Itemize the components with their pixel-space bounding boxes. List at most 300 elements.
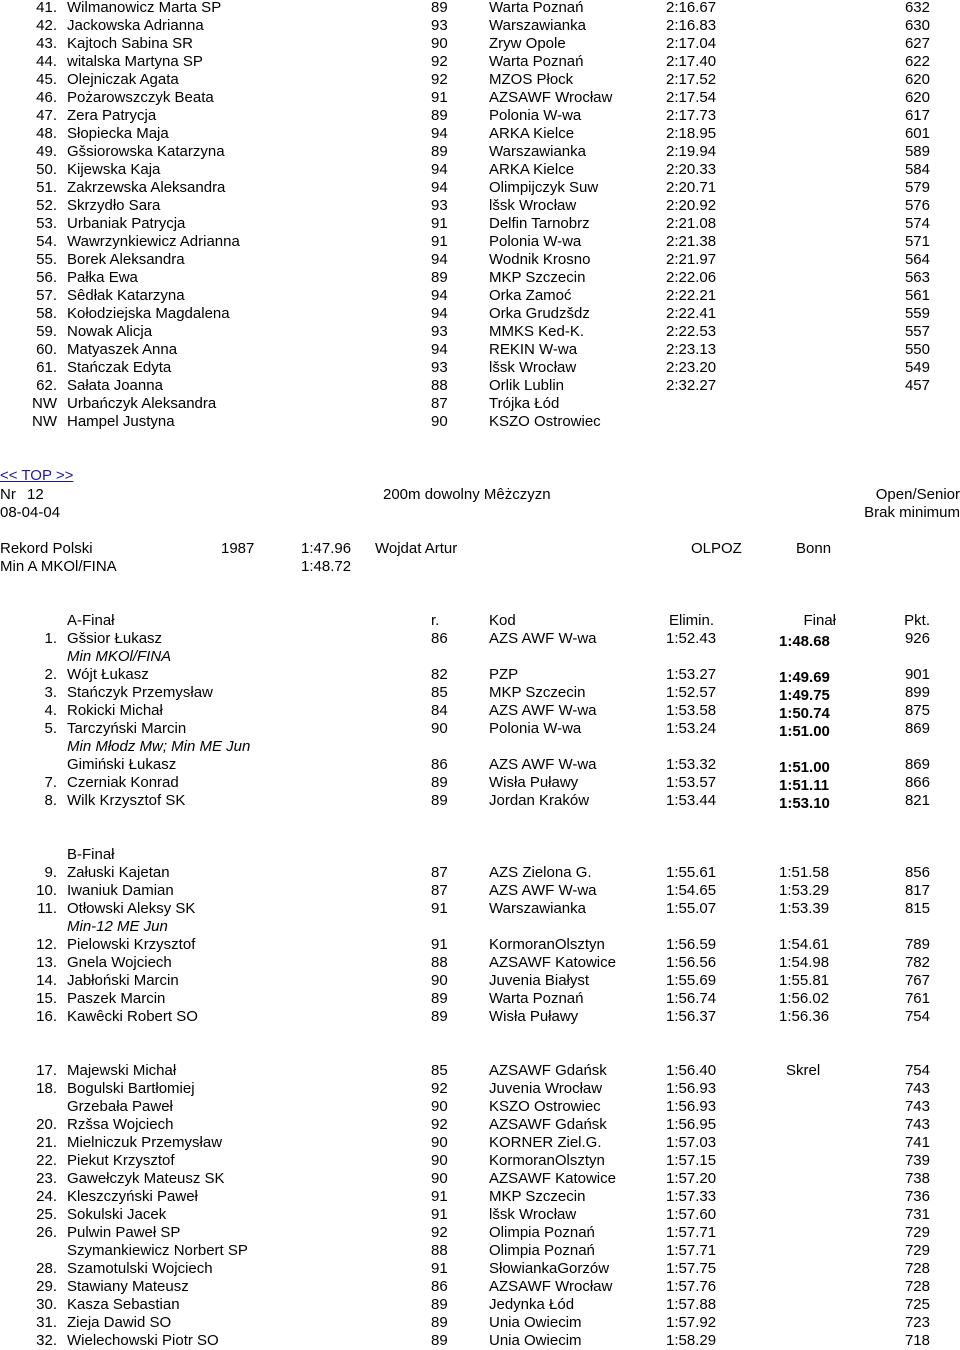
table-row: [0, 936, 960, 954]
table-row: [0, 954, 960, 972]
birth-year: 92: [431, 1116, 448, 1133]
points: 767: [904, 972, 930, 989]
elim-time: 1:56.93: [666, 1080, 717, 1097]
club-name: KSZO Ostrowiec: [489, 413, 601, 430]
table-row: [0, 53, 960, 71]
table-row: [0, 1152, 960, 1170]
points: 817: [904, 882, 930, 899]
swimmer-name: Kawêcki Robert SO: [67, 1008, 198, 1025]
birth-year: 89: [431, 1314, 448, 1331]
place-cell: 45.: [36, 71, 57, 88]
swimmer-name: Pałka Ewa: [67, 269, 138, 286]
points: 584: [904, 161, 930, 178]
place-cell: 15.: [36, 990, 57, 1007]
points: 728: [904, 1278, 930, 1295]
club-name: Delfin Tarnobrz: [489, 215, 590, 232]
elim-time: 1:57.20: [666, 1170, 717, 1187]
result-time: 2:21.97: [666, 251, 717, 268]
place-cell: 32.: [36, 1332, 57, 1349]
club-name: lšsk Wrocław: [489, 197, 577, 214]
place-cell: 54.: [36, 233, 57, 250]
birth-year: 89: [431, 774, 448, 791]
swimmer-name: Stańczak Edyta: [67, 359, 172, 376]
place-cell: 52.: [36, 197, 57, 214]
swimmer-name: Majewski Michał: [67, 1062, 177, 1079]
event-category: Open/Senior: [875, 486, 960, 503]
birth-year: 89: [431, 990, 448, 1007]
place-cell: 18.: [36, 1080, 57, 1097]
table-row: [0, 1188, 960, 1206]
place-cell: 8.: [44, 792, 57, 809]
club-name: MKP Szczecin: [489, 1188, 586, 1205]
place-cell: 16.: [36, 1008, 57, 1025]
place-cell: 26.: [36, 1224, 57, 1241]
club-name: Olimpia Poznań: [489, 1242, 595, 1259]
swimmer-name: Zieja Dawid SO: [67, 1314, 172, 1331]
place-cell: 50.: [36, 161, 57, 178]
place-cell: 3.: [44, 684, 57, 701]
table-row: [0, 287, 960, 305]
swimmer-name: Tarczyński Marcin: [67, 720, 187, 737]
event-nr-label: Nr: [0, 486, 16, 503]
points: 821: [904, 792, 930, 809]
points: 723: [904, 1314, 930, 1331]
points: 574: [904, 215, 930, 232]
result-time: 2:20.92: [666, 197, 717, 214]
table-row: [0, 107, 960, 125]
table-row: [0, 1008, 960, 1026]
birth-year: 89: [431, 143, 448, 160]
club-name: Warta Poznań: [489, 990, 584, 1007]
result-time: 2:17.73: [666, 107, 717, 124]
place-cell: 55.: [36, 251, 57, 268]
swimmer-name: Gawełczyk Mateusz SK: [67, 1170, 225, 1187]
birth-year: 87: [431, 864, 448, 881]
place-cell: 17.: [36, 1062, 57, 1079]
elim-time: 1:57.76: [666, 1278, 717, 1295]
place-cell: 28.: [36, 1260, 57, 1277]
result-time: 2:20.71: [666, 179, 717, 196]
elim-time: 1:57.71: [666, 1242, 717, 1259]
place-cell: 48.: [36, 125, 57, 142]
place-cell: 30.: [36, 1296, 57, 1313]
club-name: AZSAWF Gdańsk: [489, 1062, 607, 1079]
elim-time: 1:57.15: [666, 1152, 717, 1169]
place-cell: 61.: [36, 359, 57, 376]
record-place: Bonn: [796, 540, 832, 557]
elim-time: 1:56.95: [666, 1116, 717, 1133]
club-name: ARKA Kielce: [489, 161, 575, 178]
points: 754: [904, 1008, 930, 1025]
swimmer-name: Paszek Marcin: [67, 990, 166, 1007]
table-row: [0, 89, 960, 107]
event-minimum: Brak minimum: [864, 504, 960, 521]
swimmer-name: Urbaniak Patrycja: [67, 215, 186, 232]
club-name: KormoranOlsztyn: [489, 936, 605, 953]
club-name: Orka Grudzšdz: [489, 305, 590, 322]
club-name: Wisła Puławy: [489, 774, 579, 791]
swimmer-name: Załuski Kajetan: [67, 864, 170, 881]
swimmer-name: Mielniczuk Przemysław: [67, 1134, 223, 1151]
birth-year: 87: [431, 882, 448, 899]
swimmer-name: Kasza Sebastian: [67, 1296, 180, 1313]
swimmer-name: Sokulski Jacek: [67, 1206, 167, 1223]
club-name: Wisła Puławy: [489, 1008, 579, 1025]
record-time: 1:47.96: [301, 540, 352, 557]
birth-year: 92: [431, 1080, 448, 1097]
elim-time: 1:57.60: [666, 1206, 717, 1223]
birth-year: 91: [431, 1260, 448, 1277]
points: 576: [904, 197, 930, 214]
club-name: Olimpia Poznań: [489, 1224, 595, 1241]
elim-time: 1:56.37: [666, 1008, 717, 1025]
club-name: AZSAWF Katowice: [489, 954, 616, 971]
swimmer-name: Gšsior Łukasz: [67, 630, 163, 647]
place-cell: 20.: [36, 1116, 57, 1133]
club-name: REKIN W-wa: [489, 341, 578, 358]
points: 901: [904, 666, 930, 683]
birth-year: 93: [431, 359, 448, 376]
swimmer-name: Zera Patrycja: [67, 107, 157, 124]
elim-time: 1:56.93: [666, 1098, 717, 1115]
birth-year: 94: [431, 305, 448, 322]
place-cell: 23.: [36, 1170, 57, 1187]
final-time: 1:49.75: [779, 687, 830, 704]
birth-year: 93: [431, 17, 448, 34]
swimmer-name: Kołodziejska Magdalena: [67, 305, 230, 322]
table-row: [0, 413, 960, 431]
record-label: Rekord Polski: [0, 540, 93, 557]
club-name: MKP Szczecin: [489, 684, 586, 701]
points: 564: [904, 251, 930, 268]
place-cell: NW: [32, 395, 57, 412]
club-name: AZS AWF W-wa: [489, 756, 597, 773]
club-name: Orka Zamoć: [489, 287, 572, 304]
result-time: 2:16.67: [666, 0, 717, 16]
club-name: KormoranOlsztyn: [489, 1152, 605, 1169]
club-name: MKP Szczecin: [489, 269, 586, 286]
points: 869: [904, 756, 930, 773]
final-time: 1:53.29: [779, 882, 830, 899]
birth-year: 92: [431, 1224, 448, 1241]
table-row: [0, 792, 960, 810]
swimmer-name: Szamotulski Wojciech: [67, 1260, 213, 1277]
result-time: 2:22.21: [666, 287, 717, 304]
birth-year: 90: [431, 1170, 448, 1187]
place-cell: 11.: [37, 900, 57, 917]
points: 550: [904, 341, 930, 358]
club-name: Warta Poznań: [489, 53, 584, 70]
swimmer-name: Wilmanowicz Marta SP: [67, 0, 222, 16]
swimmer-name: Rzšsa Wojciech: [67, 1116, 174, 1133]
final-time: 1:53.39: [779, 900, 830, 917]
points: 856: [904, 864, 930, 881]
result-time: 2:17.04: [666, 35, 717, 52]
a-final-title: A-Finał: [67, 612, 115, 629]
club-name: AZSAWF Wrocław: [489, 89, 613, 106]
birth-year: 90: [431, 720, 448, 737]
points: 866: [904, 774, 930, 791]
final-time: 1:56.02: [779, 990, 830, 1007]
place-cell: 22.: [36, 1152, 57, 1169]
table-row: [0, 774, 960, 792]
place-cell: 44.: [36, 53, 57, 70]
points: 563: [904, 269, 930, 286]
points: 622: [904, 53, 930, 70]
points: 620: [904, 89, 930, 106]
points: 632: [904, 0, 930, 16]
record-holder: Wojdat Artur: [375, 540, 458, 557]
points: 739: [904, 1152, 930, 1169]
result-time: 2:32.27: [666, 377, 717, 394]
swimmer-name: Nowak Alicja: [67, 323, 153, 340]
birth-year: 94: [431, 161, 448, 178]
place-cell: 24.: [36, 1188, 57, 1205]
swimmer-name: Wilk Krzysztof SK: [67, 792, 186, 809]
club-name: PZP: [489, 666, 519, 683]
club-name: AZS AWF W-wa: [489, 882, 597, 899]
swimmer-name: Pielowski Krzysztof: [67, 936, 196, 953]
birth-year: 90: [431, 413, 448, 430]
elim-time: 1:57.03: [666, 1134, 717, 1151]
swimmer-name: Piekut Krzysztof: [67, 1152, 175, 1169]
elim-time: 1:53.32: [666, 756, 717, 773]
result-time: 2:19.94: [666, 143, 717, 160]
result-time: 2:21.38: [666, 233, 717, 250]
minimum-label: Min A MKOl/FINA: [0, 558, 117, 575]
table-row: [0, 305, 960, 323]
result-time: 2:17.40: [666, 53, 717, 70]
place-cell: 60.: [36, 341, 57, 358]
col-club-header: Kod: [489, 612, 516, 629]
club-name: lšsk Wrocław: [489, 359, 577, 376]
birth-year: 89: [431, 1008, 448, 1025]
club-name: MMKS Ked-K.: [489, 323, 585, 340]
table-row: [0, 377, 960, 395]
birth-year: 93: [431, 197, 448, 214]
elim-time: 1:53.44: [666, 792, 717, 809]
birth-year: 84: [431, 702, 448, 719]
club-name: Jedynka Łód: [489, 1296, 575, 1313]
table-row: [0, 143, 960, 161]
points: 630: [904, 17, 930, 34]
elim-time: 1:57.71: [666, 1224, 717, 1241]
top-nav-link[interactable]: << TOP >>: [0, 467, 74, 484]
swimmer-name: Olejniczak Agata: [67, 71, 179, 88]
elim-time: 1:52.57: [666, 684, 717, 701]
table-row: [0, 0, 960, 17]
place-cell: 47.: [36, 107, 57, 124]
points: 617: [904, 107, 930, 124]
place-cell: 5.: [44, 720, 57, 737]
status-note: Skrel: [786, 1062, 821, 1079]
club-name: Unia Owiecim: [489, 1314, 582, 1331]
club-name: Warta Poznań: [489, 0, 584, 16]
record-year: 1987: [221, 540, 255, 557]
table-row: [0, 1278, 960, 1296]
result-time: 2:18.95: [666, 125, 717, 142]
place-cell: 46.: [36, 89, 57, 106]
swimmer-name: Stawiany Mateusz: [67, 1278, 189, 1295]
points: 728: [904, 1260, 930, 1277]
table-row: [0, 395, 960, 413]
result-time: 2:16.83: [666, 17, 717, 34]
swimmer-name: Gnela Wojciech: [67, 954, 172, 971]
club-name: Polonia W-wa: [489, 233, 582, 250]
final-time: 1:51.58: [779, 864, 830, 881]
place-cell: 7.: [44, 774, 57, 791]
place-cell: 51.: [36, 179, 57, 196]
table-row: [0, 1296, 960, 1314]
birth-year: 86: [431, 756, 448, 773]
table-row: [0, 1080, 960, 1098]
points: 736: [904, 1188, 930, 1205]
club-name: Trójka Łód: [489, 395, 560, 412]
swimmer-name: Sałata Joanna: [67, 377, 163, 394]
elim-time: 1:57.88: [666, 1296, 717, 1313]
points: 741: [904, 1134, 930, 1151]
swimmer-name: Kajtoch Sabina SR: [67, 35, 193, 52]
club-name: Warszawianka: [489, 143, 586, 160]
points: 743: [904, 1080, 930, 1097]
place-cell: 25.: [36, 1206, 57, 1223]
record-club: OLPOZ: [691, 540, 742, 557]
table-row: [0, 197, 960, 215]
birth-year: 94: [431, 251, 448, 268]
table-row: [0, 179, 960, 197]
club-name: MZOS Płock: [489, 71, 574, 88]
table-row: [0, 666, 960, 684]
club-name: Orlik Lublin: [489, 377, 565, 394]
table-row: [0, 972, 960, 990]
final-time: 1:56.36: [779, 1008, 830, 1025]
table-row: [0, 1242, 960, 1260]
points: 561: [904, 287, 930, 304]
birth-year: 86: [431, 1278, 448, 1295]
result-time: 2:23.20: [666, 359, 717, 376]
points: 731: [904, 1206, 930, 1223]
table-row: [0, 1116, 960, 1134]
points: 761: [904, 990, 930, 1007]
place-cell: 29.: [36, 1278, 57, 1295]
final-time: 1:51.11: [779, 777, 830, 794]
final-time: 1:51.00: [779, 723, 830, 740]
points: 620: [904, 71, 930, 88]
birth-year: 88: [431, 1242, 448, 1259]
club-name: Juvenia Wrocław: [489, 1080, 603, 1097]
club-name: Warszawianka: [489, 900, 586, 917]
club-name: AZSAWF Wrocław: [489, 1278, 613, 1295]
swimmer-name: Matyaszek Anna: [67, 341, 178, 358]
table-row: [0, 1098, 960, 1116]
table-row: [0, 35, 960, 53]
result-time: 2:17.52: [666, 71, 717, 88]
place-cell: NW: [32, 413, 57, 430]
elim-time: 1:56.74: [666, 990, 717, 1007]
club-name: Olimpijczyk Suw: [489, 179, 599, 196]
swimmer-name: Wawrzynkiewicz Adrianna: [67, 233, 240, 250]
swimmer-name: Czerniak Konrad: [67, 774, 179, 791]
swimmer-name: Grzebała Paweł: [67, 1098, 173, 1115]
points: 782: [904, 954, 930, 971]
points: 589: [904, 143, 930, 160]
points: 789: [904, 936, 930, 953]
final-time: 1:55.81: [779, 972, 830, 989]
points: 579: [904, 179, 930, 196]
club-name: Warszawianka: [489, 17, 586, 34]
table-row: [0, 1260, 960, 1278]
place-cell: 41.: [36, 0, 57, 16]
points: 549: [904, 359, 930, 376]
swimmer-name: Jabłoński Marcin: [67, 972, 179, 989]
col-elim-header: Elimin.: [669, 612, 715, 629]
club-name: Jordan Kraków: [489, 792, 590, 809]
birth-year: 90: [431, 1134, 448, 1151]
table-row: [0, 341, 960, 359]
swimmer-name: Urbańczyk Aleksandra: [67, 395, 217, 412]
swimmer-name: witalska Martyna SP: [67, 53, 203, 70]
club-name: Wodnik Krosno: [489, 251, 591, 268]
table-row: [0, 1062, 960, 1080]
elim-time: 1:58.29: [666, 1332, 717, 1349]
swimmer-name: Wójt Łukasz: [67, 666, 149, 683]
club-name: Zryw Opole: [489, 35, 566, 52]
birth-year: 88: [431, 954, 448, 971]
table-row: [0, 1206, 960, 1224]
birth-year: 90: [431, 972, 448, 989]
swimmer-name: Pożarowszczyk Beata: [67, 89, 214, 106]
table-row: [0, 702, 960, 720]
birth-year: 91: [431, 89, 448, 106]
swimmer-name: Kleszczyński Paweł: [67, 1188, 198, 1205]
place-cell: 58.: [36, 305, 57, 322]
place-cell: 42.: [36, 17, 57, 34]
swimmer-name: Szymankiewicz Norbert SP: [67, 1242, 248, 1259]
points: 601: [904, 125, 930, 142]
birth-year: 90: [431, 1098, 448, 1115]
birth-year: 94: [431, 179, 448, 196]
table-row: [0, 161, 960, 179]
table-row: [0, 359, 960, 377]
points: 627: [904, 35, 930, 52]
points: 815: [904, 900, 930, 917]
elim-time: 1:52.43: [666, 630, 717, 647]
swimmer-name: Zakrzewska Aleksandra: [67, 179, 226, 196]
points: 559: [904, 305, 930, 322]
table-row: [0, 269, 960, 287]
final-time: 1:50.74: [779, 705, 830, 722]
result-time: 2:20.33: [666, 161, 717, 178]
elim-time: 1:57.92: [666, 1314, 717, 1331]
club-name: Polonia W-wa: [489, 107, 582, 124]
table-row: [0, 251, 960, 269]
final-time: 1:54.98: [779, 954, 830, 971]
table-row: [0, 1134, 960, 1152]
swimmer-name: Gimiński Łukasz: [67, 756, 177, 773]
elim-time: 1:57.75: [666, 1260, 717, 1277]
result-time: 2:22.41: [666, 305, 717, 322]
place-cell: 62.: [36, 377, 57, 394]
elim-time: 1:53.58: [666, 702, 717, 719]
elim-time: 1:57.33: [666, 1188, 717, 1205]
birth-year: 90: [431, 1152, 448, 1169]
points: 869: [904, 720, 930, 737]
table-row: [0, 864, 960, 882]
points: 743: [904, 1098, 930, 1115]
birth-year: 89: [431, 792, 448, 809]
birth-year: 91: [431, 1206, 448, 1223]
birth-year: 94: [431, 287, 448, 304]
